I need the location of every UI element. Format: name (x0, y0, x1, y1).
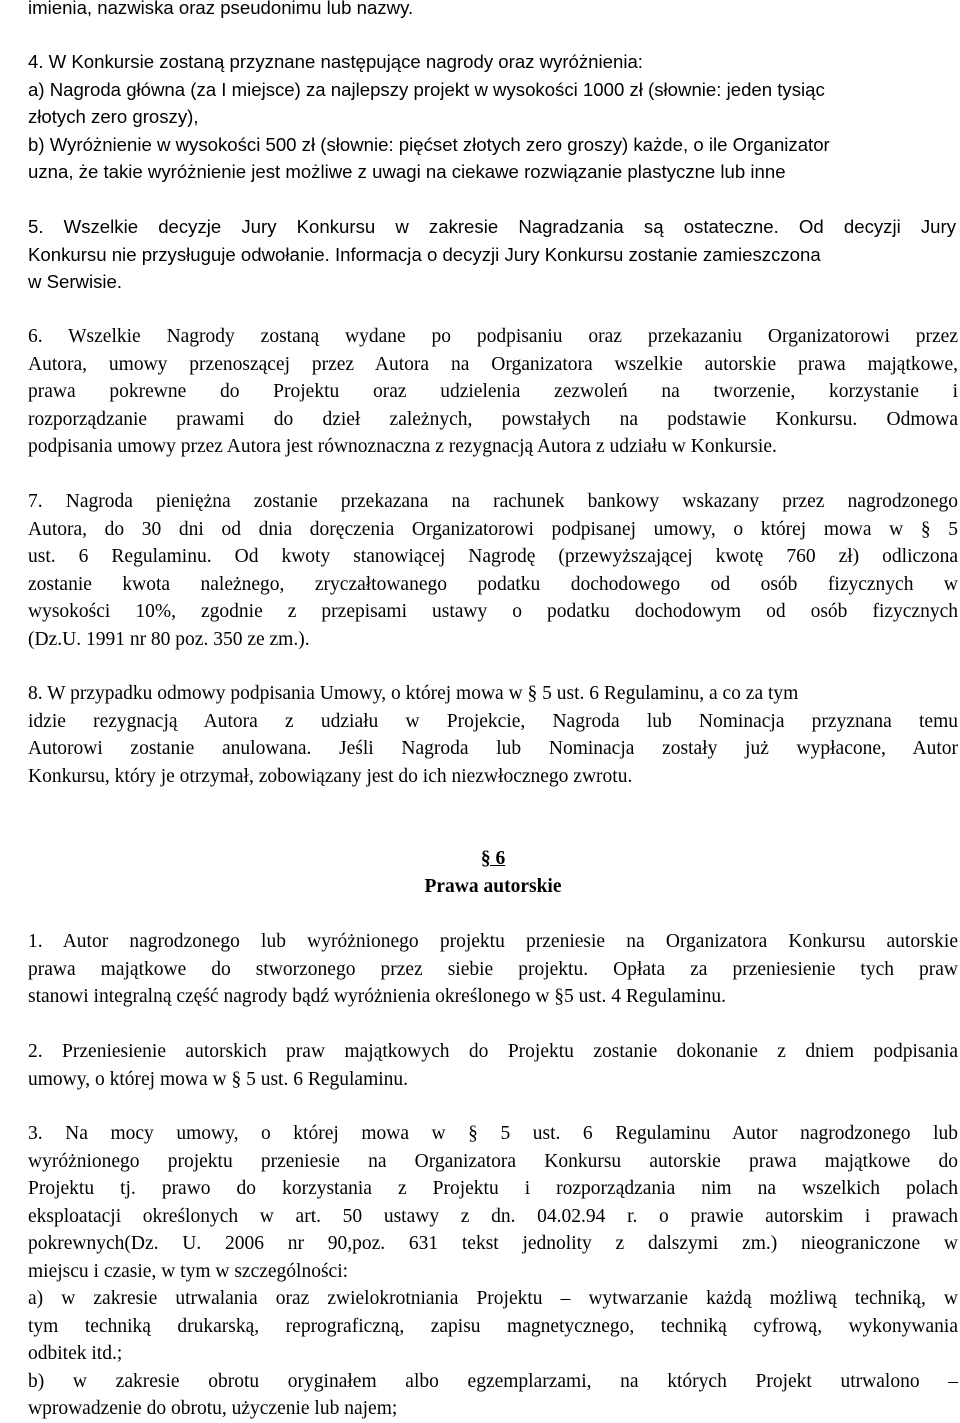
section-number: § 6 (480, 848, 506, 869)
section-paragraph-2 (28, 1038, 958, 1093)
text-line: imienia, nazwiska oraz pseudonimu lub nazwy. (28, 0, 414, 18)
section-paragraph-1 (28, 928, 958, 1011)
text-line: Konkursu nie przysługuje odwołanie. Informacja o decyzji Jury Konkursu zostanie zamieszczona (28, 243, 821, 265)
text-line: (Dz.U. 1991 nr 80 poz. 350 ze zm.). (28, 628, 310, 650)
text-line: Autora, do 30 dni od dnia doręczenia Organizatorowi podpisanej umowy, o której mowa w § 5 (28, 518, 958, 540)
section-title: Prawa autorskie (424, 875, 562, 897)
text-line: 7. Nagroda pieniężna zostanie przekazana na rachunek bankowy wskazany przez nagrodzonego (28, 491, 958, 512)
text-line: 5. Wszelkie decyzje Jury Konkursu w zakresie Nagradzania są ostateczne. Od decyzji Jury (28, 216, 956, 237)
text-line: stanowi integralną część nagrody bądź wyróżnienia określonego w §5 ust. 4 Regulaminu. (28, 986, 727, 1007)
text-line: eksploatacji określonych w art. 50 ustawy z dn. 04.02.94 r. o prawie autorskim i prawach (28, 1205, 958, 1227)
section-heading (28, 845, 958, 900)
text-line: rozporządzanie prawami do dzieł zależnych, powstałych na podstawie Konkursu. Odmowa (28, 408, 958, 430)
paragraph-4 (28, 48, 830, 186)
text-line: wyróżnionego projektu przeniesie na Organizatora Konkursu autorskie prawa majątkowe do (28, 1150, 958, 1172)
text-line: wprowadzenie do obrotu, użyczenie lub najem; (28, 1398, 398, 1419)
text-line: tym techniką drukarską, reprograficzną, zapisu magnetycznego, techniką cyfrową, wykonywania (28, 1315, 958, 1337)
text-line: pokrewnych(Dz. U. 2006 nr 90,poz. 631 tekst jednolity z dalszymi zm.) nieograniczone w (28, 1233, 958, 1254)
text-line: 8. W przypadku odmowy podpisania Umowy, o której mowa w § 5 ust. 6 Regulaminu, a co za tym (28, 683, 799, 704)
text-line: Autorowi zostanie anulowana. Jeśli Nagroda lub Nominacja zostały już wypłacone, Autor (28, 738, 958, 759)
paragraph-5 (28, 213, 956, 296)
text-line: podpisania umowy przez Autora jest równoznaczna z rezygnacją Autora z udziału w Konkursie. (28, 436, 777, 457)
text-line: 6. Wszelkie Nagrody zostaną wydane po podpisaniu oraz przekazaniu Organizatorowi przez (28, 326, 958, 347)
text-line: Projektu tj. prawo do korzystania z Projektu i rozporządzania nim na wszelkich polach (28, 1178, 958, 1199)
paragraph-8 (28, 680, 958, 790)
text-line: 2. Przeniesienie autorskich praw majątkowych do Projektu zostanie dokonanie z dniem podpisania (28, 1041, 958, 1062)
paragraph-6 (28, 323, 958, 461)
text-line: a) w zakresie utrwalania oraz zwielokrotniania Projektu – wytwarzanie każdą możliwą techniką, w (28, 1288, 958, 1309)
text-line: w Serwisie. (28, 271, 123, 292)
text-line: b) Wyróżnienie w wysokości 500 zł (słownie: pięćset złotych zero groszy) każde, o ile Organizator (28, 133, 830, 155)
text-line: 3. Na mocy umowy, o której mowa w § 5 ust. 6 Regulaminu Autor nagrodzonego lub (28, 1123, 958, 1144)
text-line: miejscu i czasie, w tym w szczególności: (28, 1260, 349, 1282)
text-line: zostanie kwota należnego, zryczałtowanego podatku dochodowego od osób fizycznych w (28, 573, 958, 595)
text-line: odbitek itd.; (28, 1343, 123, 1364)
text-line: Autora, umowy przenoszącej przez Autora na Organizatora wszelkie autorskie prawa majątkowe, (28, 353, 958, 375)
text-line: ust. 6 Regulaminu. Od kwoty stanowiącej Nagrodę (przewyższającej kwotę 760 zł) odliczona (28, 546, 958, 567)
text-line: prawa majątkowe do stworzonego przez siebie projektu. Opłata za przeniesienie tych praw (28, 958, 958, 980)
text-line: 4. W Konkursie zostaną przyznane następujące nagrody oraz wyróżnienia: (28, 51, 643, 72)
text-line: umowy, o której mowa w § 5 ust. 6 Regulaminu. (28, 1068, 409, 1090)
text-line: 1. Autor nagrodzonego lub wyróżnionego projektu przeniesie na Organizatora Konkursu autorskie (28, 931, 958, 952)
text-line: Konkursu, który je otrzymał, zobowiązany jest do ich niezwłocznego zwrotu. (28, 765, 633, 787)
text-line: wysokości 10%, zgodnie z przepisami ustawy o podatku dochodowym od osób fizycznych (28, 601, 958, 622)
text-line: uzna, że takie wyróżnienie jest możliwe z uwagi na ciekawe rozwiązanie plastyczne lub inne (28, 161, 786, 182)
text-line: idzie rezygnacją Autora z udziału w Projekcie, Nagroda lub Nominacja przyznana temu (28, 710, 958, 732)
text-line: b) w zakresie obrotu oryginałem albo egzemplarzami, na których Projekt utrwalono – (28, 1370, 958, 1392)
paragraph-7 (28, 488, 958, 653)
section-paragraph-3 (28, 1120, 958, 1423)
text-line: prawa pokrewne do Projektu oraz udzielenia zezwoleń na tworzenie, korzystanie i (28, 381, 958, 402)
text-line: złotych zero groszy), (28, 106, 199, 127)
text-line: a) Nagroda główna (za I miejsce) za najlepszy projekt w wysokości 1000 zł (słownie: jeden tysiąc (28, 78, 825, 100)
